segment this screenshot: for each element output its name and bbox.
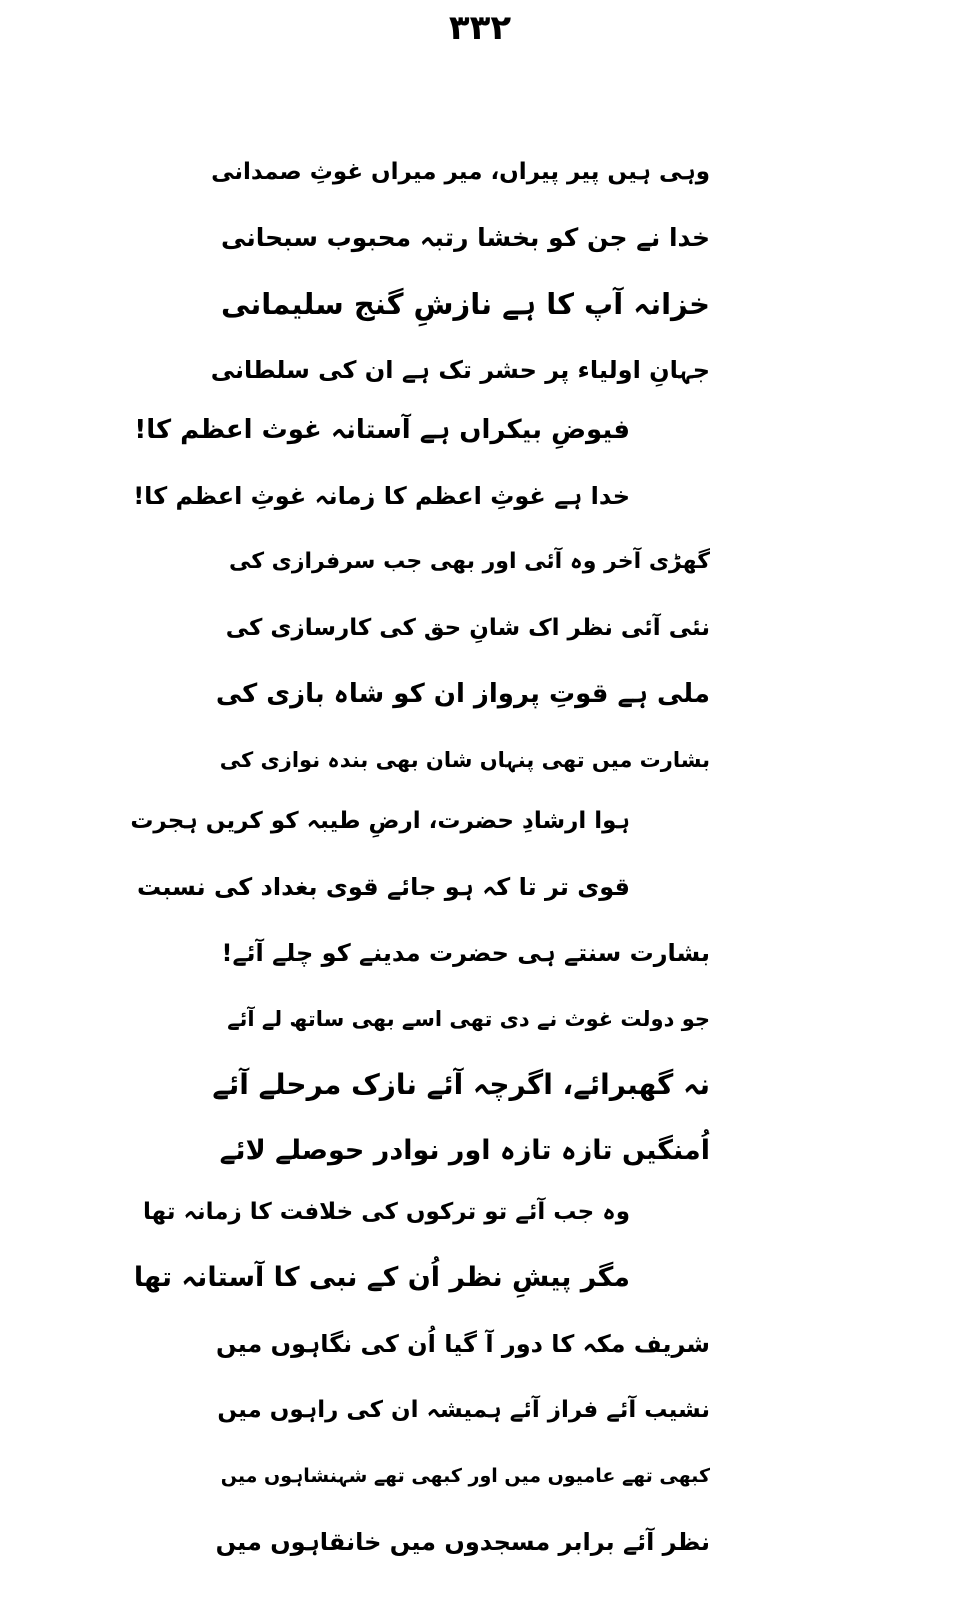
verse-line: گھڑی آخر وہ آئی اور بھی جب سرفرازی کی: [228, 549, 710, 574]
verse-line: خدا نے جن کو بخشا رتبہ محبوب سبحانی: [221, 223, 710, 252]
verse-line: جو دولت غوث نے دی تھی اسے بھی ساتھ لے آئے: [227, 1007, 710, 1031]
verse-line: ہوا ارشادِ حضرت، ارضِ طیبہ کو کریں ہجرت: [130, 808, 630, 834]
verse-line: شریف مکہ کا دور آ گیا اُن کی نگاہوں میں: [216, 1330, 710, 1358]
verse-line: نہ گھبرائے، اگرچہ آئے نازک مرحلے آئے: [212, 1068, 710, 1101]
verse-line: مگر پیشِ نظر اُن کے نبی کا آستانہ تھا: [133, 1262, 630, 1293]
verse-line: جہانِ اولیاء پر حشر تک ہے ان کی سلطانی: [210, 356, 710, 384]
verse-line: ملی ہے قوتِ پرواز ان کو شاہ بازی کی: [215, 679, 710, 709]
verse-line: نظر آئے برابر مسجدوں میں خانقاہوں میں: [215, 1528, 710, 1556]
verse-line: خزانہ آپ کا ہے نازشِ گنج سلیمانی: [220, 287, 710, 321]
verse-line: وہ جب آئے تو ترکوں کی خلافت کا زمانہ تھا: [143, 1199, 630, 1225]
verse-line: وہی ہیں پیر پیراں، میر میراں غوثِ صمدانی: [211, 159, 710, 185]
verse-line: خدا ہے غوثِ اعظم کا زمانہ غوثِ اعظم کا!: [133, 482, 630, 510]
verse-line: نئی آئی نظر اک شانِ حق کی کارسازی کی: [225, 615, 710, 641]
verse-line: کبھی تھے عامیوں میں اور کبھی تھے شہنشاہوں میں: [220, 1465, 710, 1487]
verse-line: بشارت میں تھی پنہاں شان بھی بندہ نوازی کی: [219, 748, 710, 772]
verse-line: فیوضِ بیکراں ہے آستانہ غوث اعظم کا!: [134, 415, 630, 445]
verse-line: بشارت سنتے ہی حضرت مدینے کو چلے آئے!: [221, 939, 710, 967]
verse-line: قوی تر تا کہ ہو جائے قوی بغداد کی نسبت: [136, 873, 630, 901]
verse-line: اُمنگیں تازہ تازہ اور نوادر حوصلے لائے: [219, 1135, 710, 1166]
page-number: ۳۳۲: [448, 8, 512, 48]
verse-line: نشیب آئے فراز آئے ہمیشہ ان کی راہوں میں: [217, 1397, 710, 1423]
